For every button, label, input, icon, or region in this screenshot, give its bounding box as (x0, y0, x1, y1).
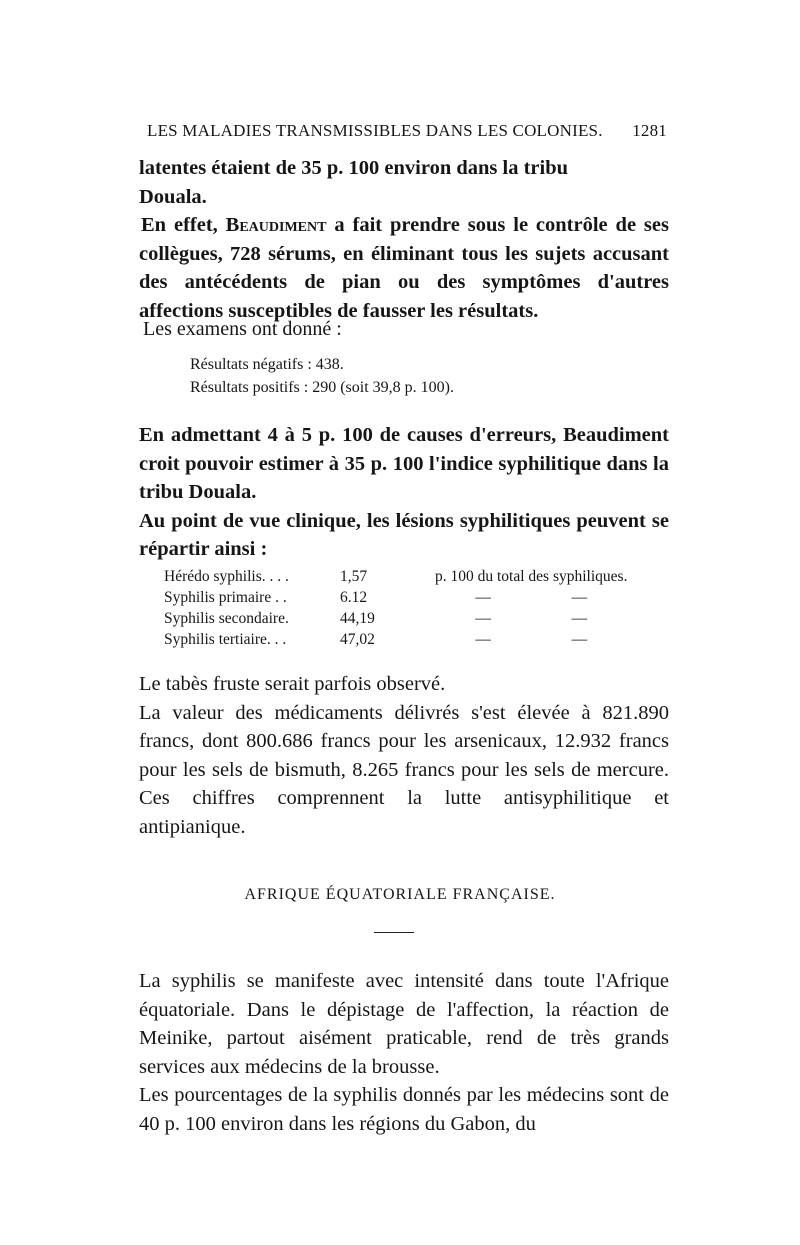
row-label: Syphilis secondaire. (164, 609, 289, 627)
results-list (190, 353, 454, 399)
running-head (147, 121, 667, 141)
para2-start: En effet, (141, 214, 226, 236)
row-value: 44,19 (340, 609, 375, 627)
paragraph-pourcentages: Les pourcentages de la syphilis donnés par les médecins sont de 40 p. 100 environ dans les régions du Gabon, du (139, 1084, 669, 1135)
paragraph-point-de-vue: Au point de vue clinique, les lésions syphilitiques peuvent se répartir ainsi : (139, 509, 669, 560)
row-col4: — (571, 630, 588, 648)
row-value: 47,02 (340, 630, 375, 648)
text-block-lower (139, 670, 669, 841)
text-block-bottom (139, 967, 669, 1138)
paragraph-valeur: La valeur des médicaments délivrés s'est élevée à 821.890 francs, dont 800.686 francs pour les arsenicaux, 12.932 francs pour les sels de bismuth, 8.265 francs pour les sels de mercure. Ces chiffres comprennent la lutte antisyphilitique et antipianique. (139, 701, 669, 838)
paragraph-tabes: Le tabès fruste serait parfois observé. (139, 673, 446, 695)
row-label: Syphilis tertiaire. . . (164, 630, 287, 648)
table-row (164, 566, 627, 587)
paragraph-syphilis-afrique: La syphilis se manifeste avec intensité dans toute l'Afrique équatoriale. Dans le dépistage de l'affection, la réaction de Meinike, partout aisément praticable, rend de très grands services aux médecins de la brousse. (139, 970, 669, 1078)
para1-line1: latentes étaient de 35 p. 100 environ dans la tribu (139, 157, 568, 179)
paragraph-en-effet (139, 211, 669, 325)
text-block-middle (139, 421, 669, 564)
page-number: 1281 (632, 121, 667, 140)
results-intro: Les examens ont donné : (143, 318, 342, 340)
section-divider (374, 932, 414, 933)
paragraph-latentes (139, 154, 669, 211)
syphilis-table (164, 566, 627, 650)
result-positive: Résultats positifs : 290 (soit 39,8 p. 100). (190, 379, 454, 396)
table-row (164, 629, 627, 650)
paragraph-en-admettant: En admettant 4 à 5 p. 100 de causes d'erreurs, Beaudiment croit pouvoir estimer à 35 p. 100 l'indice syphilitique dans la tribu Douala. (139, 424, 669, 503)
row-col3: — (475, 630, 491, 648)
row-label: Hérédo syphilis. . . . (164, 567, 289, 585)
row-label: Syphilis primaire . . (164, 588, 287, 606)
table-row (164, 587, 627, 608)
para1-line2: Douala. (139, 185, 207, 208)
row-col3: — (475, 588, 491, 606)
para2-rest: a fait prendre sous le contrôle de ses collègues, 728 sérums, en éliminant tous les sujets accusant des antécédents de pian ou des symptômes d'autres affections susceptibles de fausser les résultats. (139, 214, 669, 322)
result-negative: Résultats négatifs : 438. (190, 356, 344, 373)
row-col3: p. 100 du total des syphiliques. (435, 567, 628, 585)
row-col4: — (571, 609, 588, 627)
text-block-top (139, 154, 669, 325)
section-heading: AFRIQUE ÉQUATORIALE FRANÇAISE. (244, 886, 556, 903)
row-value: 1,57 (340, 567, 368, 585)
row-value: 6.12 (340, 588, 368, 606)
row-col4: — (571, 588, 588, 606)
row-col3: — (475, 609, 491, 627)
author-name: Beaudiment (225, 214, 327, 236)
running-title: LES MALADIES TRANSMISSIBLES DANS LES COLONIES. (147, 121, 603, 140)
table-row (164, 608, 627, 629)
